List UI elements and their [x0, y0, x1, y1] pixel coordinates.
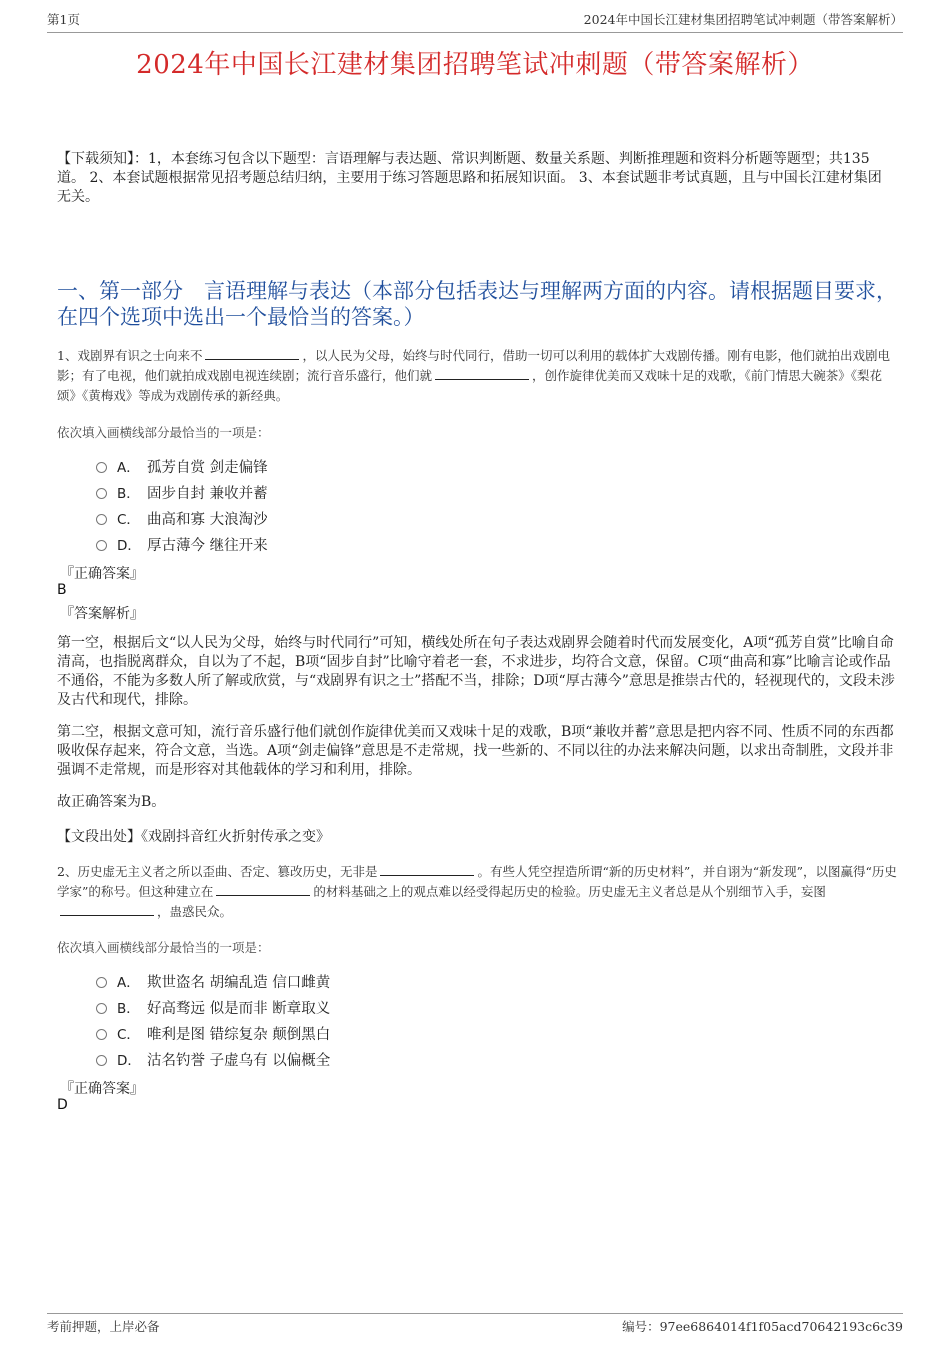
radio-button[interactable] [96, 1055, 107, 1066]
question-2-options [96, 968, 330, 1072]
option-c[interactable]: C． 唯利是图 错综复杂 颠倒黑白 [96, 1020, 330, 1046]
header-title: 2024年中国长江建材集团招聘笔试冲刺题（带答案解析） [583, 12, 903, 27]
option-b[interactable]: B． 好高骛远 似是而非 断章取义 [96, 994, 330, 1020]
question-1-prompt: 依次填入画横线部分最恰当的一项是： [57, 425, 270, 440]
option-d[interactable]: D． 沽名钓誉 子虚乌有 以偏概全 [96, 1046, 330, 1072]
correct-answer-label: 『正确答案』 [60, 566, 144, 582]
download-notice: 【下载须知】：1，本套练习包含以下题型：言语理解与表达题、常识判断题、数量关系题、判断推理题和资料分析题等题型；共135道。 2、本套试题根据常见招考题总结归纳，主要用于练习答题思路和拓展知识面。 3、本套试题非考试真题，且与中国长江建材集团无关。 [57, 151, 882, 205]
radio-button[interactable] [96, 1029, 107, 1040]
blank-line [435, 369, 529, 380]
analysis-label: 『答案解析』 [60, 606, 144, 622]
footer-slogan: 考前押题，上岸必备 [47, 1319, 160, 1334]
option-c[interactable]: C． 曲高和寡 大浪淘沙 [96, 505, 268, 531]
option-d[interactable]: D． 厚古薄今 继往开来 [96, 531, 268, 557]
question-2-prompt: 依次填入画横线部分最恰当的一项是： [57, 940, 270, 955]
radio-button[interactable] [96, 977, 107, 988]
analysis-paragraph-2: 第二空，根据文意可知，流行音乐盛行他们就创作旋律优美而又戏味十足的戏歌，B项“兼收并蓄”意思是把内容不同、性质不同的东西都吸收保存起来，符合文意，当选。A项“剑走偏锋”意思是不走常规，找一些新的、不同以往的办法来解决问题，以求出奇制胜，文段并非强调不走常规，而是形容对其他载体的学习和利用，排除。 [57, 724, 894, 778]
radio-button[interactable] [96, 462, 107, 473]
section-heading: 一、第一部分 言语理解与表达（本部分包括表达与理解两方面的内容。请根据题目要求，在四个选项中选出一个最恰当的答案。） [57, 279, 897, 329]
option-a[interactable]: A． 欺世盗名 胡编乱造 信口雌黄 [96, 968, 330, 994]
page-header [47, 10, 903, 33]
blank-line [216, 885, 310, 896]
document-id: 编号：97ee6864014f1f05acd70642193c6c39 [622, 1319, 903, 1334]
question-1-text: 1、戏剧界有识之士向来不 ，以人民为父母，始终与时代同行，借助一切可以利用的载体扩大戏剧传播。刚有电影，他们就拍出戏剧电影；有了电视，他们就拍成戏剧电视连续剧；流行音乐盛行，他们就 ，创作旋律优美而又戏味十足的戏歌，《前门情思大碗茶》《梨花颂》《黄梅戏》等成为戏剧传承的新经典。 [57, 348, 890, 403]
question-1-options [96, 453, 268, 557]
radio-button[interactable] [96, 514, 107, 525]
source-citation: 【文段出处】《戏剧抖音红火折射传承之变》 [57, 829, 330, 845]
correct-answer: D [57, 1097, 68, 1113]
blank-line [60, 905, 154, 916]
radio-button[interactable] [96, 540, 107, 551]
radio-button[interactable] [96, 488, 107, 499]
radio-button[interactable] [96, 1003, 107, 1014]
question-2-text: 2、历史虚无主义者之所以歪曲、否定、篡改历史，无非是 。有些人凭空捏造所谓“新的历史材料”，并自诩为“新发现”，以图赢得“历史学家”的称号。但这种建立在 的材料基础之上的观点难以经受得起历史的检验。历史虚无主义者总是从个别细节入手，妄图，蛊惑民众。 [57, 864, 897, 919]
correct-answer: B [57, 582, 67, 598]
blank-line [205, 349, 299, 360]
correct-answer-label: 『正确答案』 [60, 1081, 144, 1097]
page-number: 第1页 [47, 12, 80, 27]
analysis-paragraph-1: 第一空，根据后文“以人民为父母，始终与时代同行”可知，横线处所在句子表达戏剧界会随着时代而发展变化，A项“孤芳自赏”比喻自命清高，也指脱离群众，自以为了不起，B项“固步自封”比喻守着老一套，不求进步，均符合文意，保留。C项“曲高和寡”比喻言论或作品不通俗，不能为多数人所了解或欣赏，与“戏剧界有识之士”搭配不当，排除；D项“厚古薄今”意思是推崇古代的，轻视现代的，文段未涉及古代和现代，排除。 [57, 635, 895, 708]
blank-line [380, 865, 474, 876]
analysis-conclusion: 故正确答案为B。 [57, 794, 166, 810]
option-b[interactable]: B． 固步自封 兼收并蓄 [96, 479, 268, 505]
option-a[interactable]: A． 孤芳自赏 剑走偏锋 [96, 453, 268, 479]
document-title: 2024年中国长江建材集团招聘笔试冲刺题（带答案解析） [136, 50, 814, 80]
page-footer [47, 1313, 903, 1335]
